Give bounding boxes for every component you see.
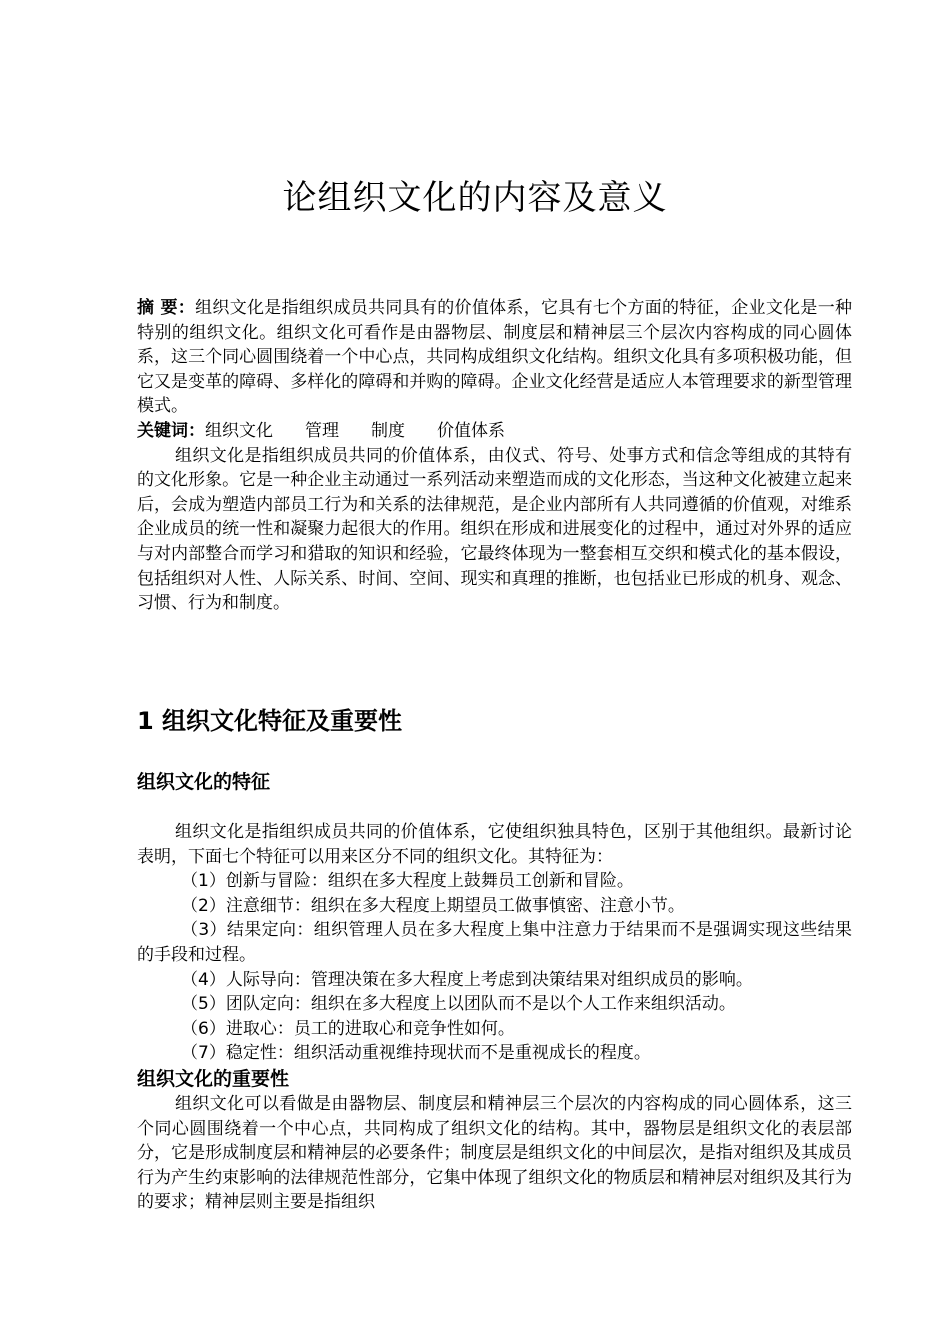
abstract-paragraph xyxy=(137,296,852,419)
keyword-item: 制度 xyxy=(371,420,405,441)
abstract-block xyxy=(137,296,852,616)
page-title: 论组织文化的内容及意义 xyxy=(282,178,668,218)
keyword-item: 管理 xyxy=(305,420,339,441)
keyword-item: 组织文化 xyxy=(205,420,273,441)
feature-item: （1）创新与冒险：组织在多大程度上鼓舞员工创新和冒险。 xyxy=(181,871,634,892)
abstract-text: 组织文化是指组织成员共同具有的价值体系，它具有七个方面的特征，企业文化是一种特别的组织文化。组织文化可看作是由器物层、制度层和精神层三个层次内容构成的同心圆体系，这三个同心圆围绕着一个中心点，共同构成组织文化结构。组织文化具有多项积极功能，但它又是变革的障碍、多样化的障碍和并购的障碍。企业文化经营是适应人本管理要求的新型管理模式。 xyxy=(137,298,853,417)
intro-paragraph: 组织文化是指组织成员共同的价值体系，由仪式、符号、处事方式和信念等组成的其特有的文化形象。它是一种企业主动通过一系列活动来塑造而成的文化形态，当这种文化被建立起来后，会成为塑造内部员工行为和关系的法律规范，是企业内部所有人共同遵循的价值观，对维系企业成员的统一性和凝聚力起很大的作用。组织在形成和进展变化的过程中，通过对外界的适应与对内部整合而学习和猎取的知识和经验，它最终体现为一整套相互交织和模式化的基本假设，包括组织对人性、人际关系、时间、空间、现实和真理的推断，也包括业已形成的机身、观念、习惯、行为和制度。 xyxy=(137,445,852,614)
feature-item: （7）稳定性：组织活动重视维持现状而不是重视成长的程度。 xyxy=(181,1043,651,1064)
importance-paragraph: 组织文化可以看做是由器物层、制度层和精神层三个层次的内容构成的同心圆体系，这三个同心圆围绕着一个中心点，共同构成了组织文化的结构。其中，器物层是组织文化的表层部分，它是形成制度层和精神层的必要条件；制度层是组织文化的中间层次，是指对组织及其成员行为产生约束影响的法律规范性部分，它集中体现了组织文化的物质层和精神层对组织及其行为的要求；精神层则主要是指组织 xyxy=(137,1093,852,1213)
feature-item: （4）人际导向：管理决策在多大程度上考虑到决策结果对组织成员的影响。 xyxy=(181,969,753,990)
keywords-line xyxy=(137,419,852,444)
features-intro-paragraph: 组织文化是指组织成员共同的价值体系，它使组织独具特色，区别于其他组织。最新讨论表明，下面七个特征可以用来区分不同的组织文化。其特征为： xyxy=(137,822,852,867)
subsection-heading-importance: 组织文化的重要性 xyxy=(137,1067,290,1090)
features-section xyxy=(137,820,852,1215)
subsection-heading-features: 组织文化的特征 xyxy=(137,771,271,793)
keywords-label: 关键词： xyxy=(137,420,205,441)
feature-item: （5）团队定向：组织在多大程度上以团队而不是以个人工作来组织活动。 xyxy=(181,994,736,1015)
feature-item: （3）结果定向：组织管理人员在多大程度上集中注意力于结果而不是强调实现这些结果的手段和过程。 xyxy=(137,920,852,965)
section-heading: 1 组织文化特征及重要性 xyxy=(137,707,403,735)
abstract-label: 摘 要： xyxy=(137,298,196,318)
keyword-item: 价值体系 xyxy=(437,420,505,441)
feature-item: （6）进取心：员工的进取心和竞争性如何。 xyxy=(181,1018,515,1039)
feature-item: （2）注意细节：组织在多大程度上期望员工做事慎密、注意小节。 xyxy=(181,895,685,916)
